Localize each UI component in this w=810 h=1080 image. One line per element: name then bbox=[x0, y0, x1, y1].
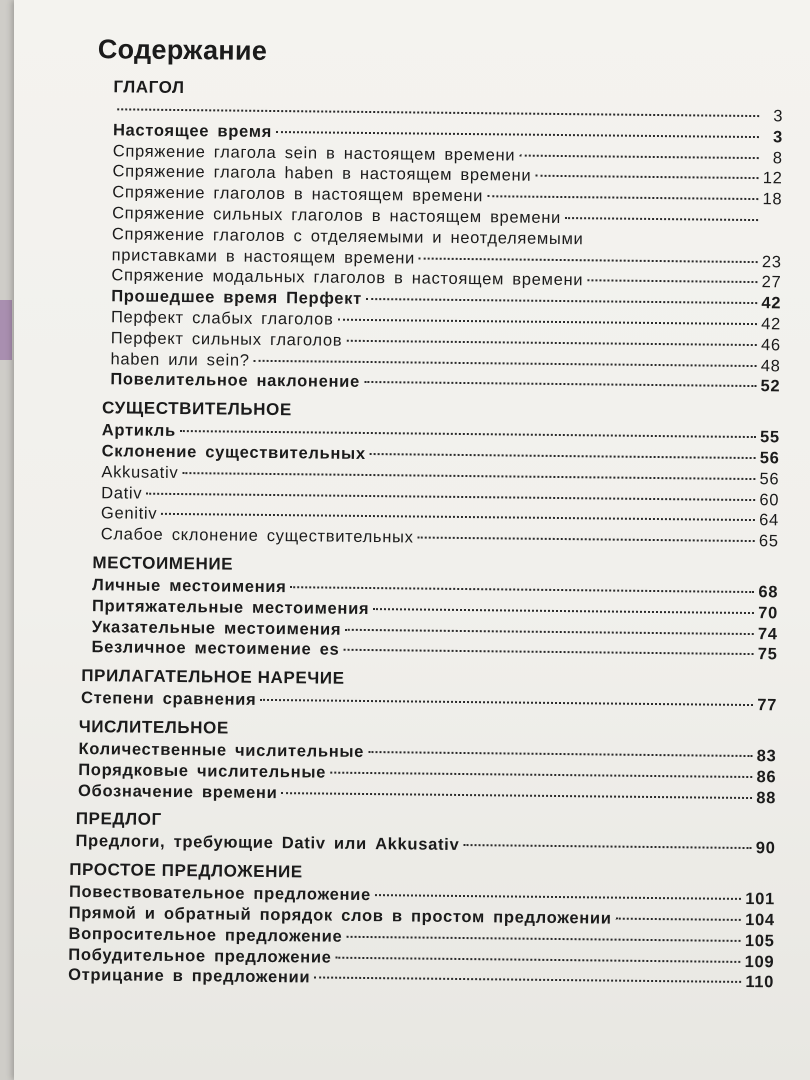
dot-leader bbox=[345, 628, 754, 634]
toc-section bbox=[80, 77, 783, 397]
dot-leader bbox=[346, 340, 756, 346]
entry-title: Притяжательные местоимения bbox=[91, 596, 370, 618]
section-heading: СУЩЕСТВИТЕЛЬНОЕ bbox=[101, 398, 292, 420]
entry-title: Спряжение глагола sein в настоящем времени bbox=[112, 141, 516, 165]
entry-title: Прошедшее время Перфект bbox=[111, 287, 363, 309]
dot-leader bbox=[375, 894, 741, 900]
entry-title: Предлоги, требующие Dativ или Akkusativ bbox=[75, 832, 460, 855]
dot-leader bbox=[487, 195, 758, 200]
page-number: 12 bbox=[762, 169, 783, 188]
entry-title: Обозначение времени bbox=[77, 781, 278, 802]
dot-leader bbox=[336, 956, 741, 962]
dot-leader bbox=[565, 217, 758, 221]
dot-leader bbox=[343, 649, 753, 655]
page-number: 110 bbox=[745, 973, 775, 992]
page-number: 18 bbox=[762, 190, 783, 209]
page-number: 52 bbox=[760, 377, 781, 396]
dot-leader bbox=[117, 108, 759, 117]
entry-title: Перфект слабых глаголов bbox=[110, 308, 334, 329]
page-number: 64 bbox=[759, 511, 780, 530]
dot-leader bbox=[314, 977, 741, 983]
entry-title: Dativ bbox=[101, 483, 143, 503]
entry-title: Слабое склонение существительных bbox=[100, 525, 414, 547]
toc-sections bbox=[68, 77, 784, 993]
page-number: 56 bbox=[759, 469, 780, 489]
entry-title: haben или sein? bbox=[110, 349, 250, 370]
entry-title: Спряжение модальных глаголов в настоящем времени bbox=[111, 266, 584, 290]
dot-leader bbox=[281, 792, 752, 799]
entry-title: Akkusativ bbox=[101, 462, 179, 482]
section-heading: ПРИЛАГАТЕЛЬНОЕ НАРЕЧИЕ bbox=[81, 666, 345, 688]
dot-leader bbox=[418, 537, 755, 543]
page-number: 23 bbox=[761, 252, 782, 271]
page-number: 75 bbox=[757, 645, 778, 664]
section-heading: ПРЕДЛОГ bbox=[75, 809, 162, 830]
entry-title: Прямой и обратный порядок слов в простом предложении bbox=[68, 903, 612, 928]
page-number: 105 bbox=[744, 931, 775, 950]
dot-leader bbox=[260, 699, 753, 706]
toc-section bbox=[68, 860, 776, 993]
page-number: 60 bbox=[759, 490, 780, 509]
dot-leader bbox=[587, 280, 757, 284]
desk-background-strip bbox=[0, 300, 12, 360]
toc-section bbox=[77, 553, 778, 666]
page-number: 74 bbox=[757, 624, 778, 643]
page-number: 88 bbox=[756, 788, 777, 807]
dot-leader bbox=[182, 472, 755, 480]
section-heading: ГЛАГОЛ bbox=[113, 77, 185, 98]
dot-leader bbox=[346, 936, 740, 942]
dot-leader bbox=[146, 492, 755, 500]
dot-leader bbox=[370, 453, 756, 459]
entry-title: Количественные числительные bbox=[78, 739, 365, 761]
dot-leader bbox=[161, 513, 755, 521]
dot-leader bbox=[290, 586, 754, 593]
page-number: 101 bbox=[745, 890, 776, 909]
entry-title: Спряжение глаголов с отделяемыми и неотделяемыми bbox=[111, 225, 584, 249]
dot-leader bbox=[368, 751, 752, 757]
section-heading: МЕСТОИМЕНИЕ bbox=[92, 553, 234, 574]
page-number: 83 bbox=[756, 747, 777, 766]
entry-title: Вопросительное предложение bbox=[68, 924, 343, 946]
dot-leader bbox=[535, 175, 758, 179]
toc-section bbox=[79, 398, 780, 552]
entry-title: Склонение существительных bbox=[101, 442, 366, 463]
page-number: 46 bbox=[760, 335, 781, 355]
entry-title: Безличное местоимение es bbox=[91, 638, 340, 660]
entry-title: приставками в настоящем времени bbox=[111, 245, 416, 268]
page-number: 42 bbox=[761, 315, 782, 334]
page-number: 3 bbox=[772, 128, 784, 147]
entry-title: Спряжение глаголов в настоящем времени bbox=[112, 183, 484, 206]
page-number: 42 bbox=[761, 294, 782, 313]
page-number: 8 bbox=[772, 148, 783, 167]
page-number: 3 bbox=[773, 107, 784, 126]
entry-title: Спряжение глагола haben в настоящем времени bbox=[112, 162, 532, 186]
entry-title: Отрицание в предложении bbox=[68, 966, 311, 987]
page-number: 70 bbox=[758, 603, 779, 623]
dot-leader bbox=[463, 844, 751, 849]
toc-section bbox=[77, 666, 777, 716]
page-number: 56 bbox=[759, 449, 780, 468]
dot-leader bbox=[338, 319, 757, 325]
dot-leader bbox=[180, 430, 756, 438]
page-number: 109 bbox=[744, 952, 775, 971]
dot-leader bbox=[364, 381, 756, 387]
page-title: Содержание bbox=[97, 34, 268, 66]
toc-section bbox=[76, 717, 777, 809]
dot-leader bbox=[254, 359, 757, 366]
page-number: 65 bbox=[758, 532, 779, 551]
dot-leader bbox=[330, 771, 752, 777]
page-number: 27 bbox=[761, 273, 782, 292]
entry-title: Настоящее время bbox=[112, 121, 273, 141]
dot-leader bbox=[419, 257, 758, 263]
entry-title: Артикль bbox=[101, 421, 176, 441]
table-of-contents bbox=[68, 34, 784, 993]
dot-leader bbox=[519, 154, 759, 159]
dot-leader bbox=[616, 918, 741, 921]
entry-title: Побудительное предложение bbox=[68, 945, 332, 967]
page-number: 90 bbox=[755, 839, 776, 858]
book-page bbox=[14, 0, 810, 1080]
page-number: 77 bbox=[757, 696, 778, 715]
entry-title: Степени сравнения bbox=[80, 689, 257, 709]
section-heading: ЧИСЛИТЕЛЬНОЕ bbox=[78, 716, 229, 738]
dot-leader bbox=[276, 131, 759, 138]
dot-leader bbox=[373, 608, 754, 614]
toc-section bbox=[75, 809, 775, 859]
entry-title: Повествовательное предложение bbox=[68, 883, 372, 905]
section-heading: ПРОСТОЕ ПРЕДЛОЖЕНИЕ bbox=[69, 860, 303, 882]
entry-title: Порядковые числительные bbox=[78, 760, 327, 782]
page-number: 68 bbox=[758, 583, 779, 602]
dot-leader bbox=[366, 298, 757, 304]
entry-title: Указательные местоимения bbox=[91, 617, 342, 639]
entry-title: Перфект сильных глаголов bbox=[110, 329, 343, 350]
page-number: 55 bbox=[759, 428, 780, 447]
entry-title: Genitiv bbox=[100, 504, 158, 524]
page-number: 104 bbox=[745, 910, 775, 930]
entry-title: Спряжение сильных глаголов в настоящем времени bbox=[112, 204, 562, 227]
entry-title: Личные местоимения bbox=[92, 576, 287, 597]
entry-title: Повелительное наклонение bbox=[110, 370, 360, 392]
page-number: 48 bbox=[760, 356, 781, 375]
page-number: 86 bbox=[756, 767, 777, 787]
